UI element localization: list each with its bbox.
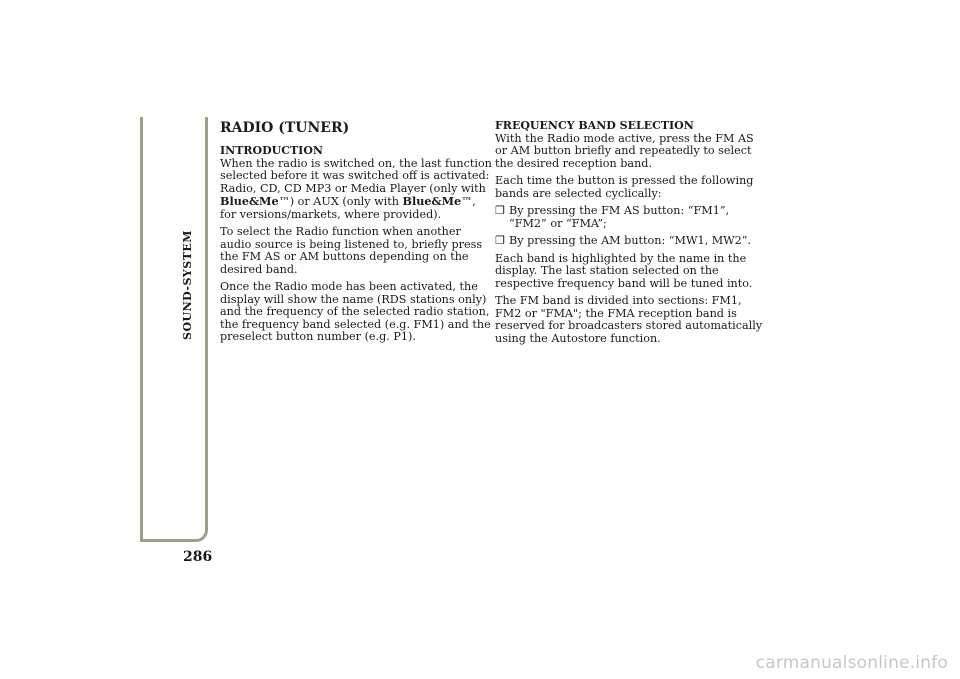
blue-me-brand: Blue&Me <box>220 194 279 208</box>
band-selection-subheading: FREQUENCY BAND SELECTION <box>495 119 694 132</box>
section-heading: RADIO (TUNER) <box>220 120 350 136</box>
checkbox-bullet-icon: ❒ <box>495 234 506 247</box>
intro-paragraph-1: When the radio is switched on, the last function selected before it was switched off is activated: Radio, CD, CD MP3 or Media Player (only with Blue&Me™) or AUX (only with Blue&Me™, for versions/markets, where provided). <box>220 156 492 221</box>
band-paragraph-3: Each band is highlighted by the name in the display. The last station selected on the respective frequency band will be tuned into. <box>495 251 753 290</box>
page-frame-border <box>140 117 208 542</box>
introduction-subheading: INTRODUCTION <box>220 144 323 157</box>
left-column <box>220 120 492 349</box>
intro-paragraph-2: To select the Radio function when another audio source is being listened to, briefly press the FM AS or AM buttons depending on the desired band. <box>220 225 483 276</box>
band-paragraph-4: The FM band is divided into sections: FM1, FM2 or "FMA"; the FMA reception band is reserved for broadcasters stored automatically using the Autostore function. <box>495 294 763 345</box>
band-paragraph-2: Each time the button is pressed the following bands are selected cyclically: <box>495 174 754 200</box>
bullet-item: ❒ By pressing the AM button: “MW1, MW2”. <box>495 234 752 247</box>
checkbox-bullet-icon: ❒ <box>495 204 506 217</box>
blue-me-brand: Blue&Me <box>402 194 462 208</box>
band-paragraph-1: With the Radio mode active, press the FM AS or AM button briefly and repeatedly to select the desired reception band. <box>495 131 754 170</box>
page-number: 286 <box>183 549 213 565</box>
intro-paragraph-3: Once the Radio mode has been activated, the display will show the name (RDS stations only) and the frequency of the selected radio station, the frequency band selected (e.g. FM1) and the preselect button number (e.g. P1). <box>220 280 491 343</box>
right-column <box>495 120 767 350</box>
bullet-item: ❒ By pressing the FM AS button: “FM1”, “FM2” or “FMA”; <box>495 204 730 230</box>
watermark-logo: carmanualsonline.info <box>755 653 948 673</box>
